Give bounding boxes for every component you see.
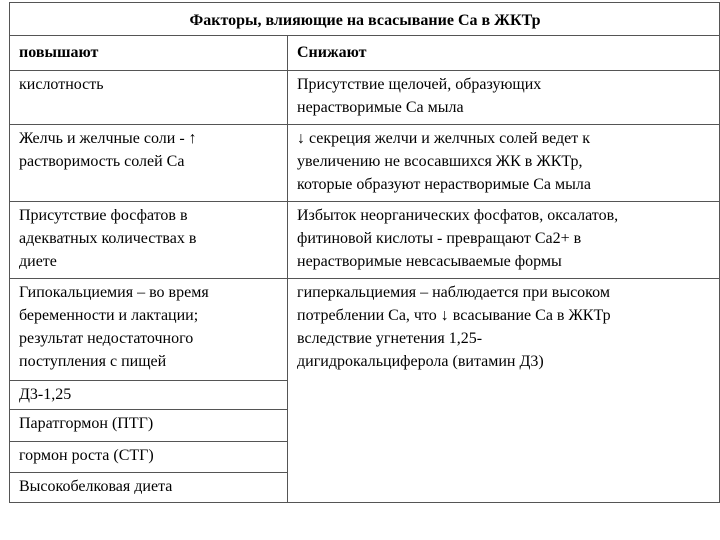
table-row (10, 71, 720, 125)
table-row (10, 202, 720, 279)
cell-line: Избыток неорганических фосфатов, оксалатов, (297, 207, 619, 224)
cell-line: Желчь и желчные соли - ↑ (19, 130, 197, 147)
increase-cell (10, 202, 288, 279)
cell-line: кислотность (19, 76, 104, 93)
cell-line: фитиновой кислоты - превращают Са2+ в (297, 230, 582, 247)
cell-line: адекватных количествах в (19, 230, 197, 247)
cell-line: увеличению не всосавшихся ЖК в ЖКТр, (297, 153, 583, 170)
cell-line: Присутствие щелочей, образующих (297, 76, 542, 93)
calcium-absorption-factors-table (9, 2, 720, 503)
decrease-cell (288, 71, 720, 125)
cell-line: ↓ секреция желчи и желчных солей ведет к (297, 130, 591, 147)
cell-line: гиперкальциемия – наблюдается при высоком (297, 284, 610, 301)
cell-line: растворимость солей Са (19, 153, 185, 170)
cell-line: дигидрокальциферола (витамин Д3) (297, 353, 544, 370)
increase-cell (10, 71, 288, 125)
increase-cell (10, 125, 288, 202)
title-row (10, 3, 720, 36)
cell-line: поступления с пищей (19, 353, 167, 370)
increase-cell: Высокобелковая диета (10, 473, 288, 503)
cell-line: Присутствие фосфатов в (19, 207, 188, 224)
cell-line: диете (19, 253, 57, 270)
increase-cell: гормон роста (СТГ) (10, 442, 288, 473)
decrease-cell (288, 125, 720, 202)
table-title: Факторы, влияющие на всасывание Са в ЖКТр (10, 3, 720, 36)
cell-line: беременности и лактации; (19, 307, 199, 324)
table-row (10, 279, 720, 381)
cell-line: нерастворимые Са мыла (297, 99, 464, 116)
increase-cell: Паратгормон (ПТГ) (10, 410, 288, 442)
cell-line: результат недостаточного (19, 330, 194, 347)
cell-line: нерастворимые невсасываемые формы (297, 253, 562, 270)
cell-line: которые образуют нерастворимые Са мыла (297, 176, 591, 193)
cell-line: Гипокальциемия – во время (19, 284, 209, 301)
cell-line: вследствие угнетения 1,25- (297, 330, 483, 347)
header-decrease: Снижают (288, 36, 720, 71)
table-row (10, 125, 720, 202)
header-row (10, 36, 720, 71)
decrease-cell (288, 202, 720, 279)
increase-cell (10, 279, 288, 381)
increase-cell: Д3-1,25 (10, 381, 288, 410)
cell-line: потреблении Са, что ↓ всасывание Са в ЖКТр (297, 307, 611, 324)
header-increase: повышают (10, 36, 288, 71)
decrease-cell (288, 279, 720, 503)
